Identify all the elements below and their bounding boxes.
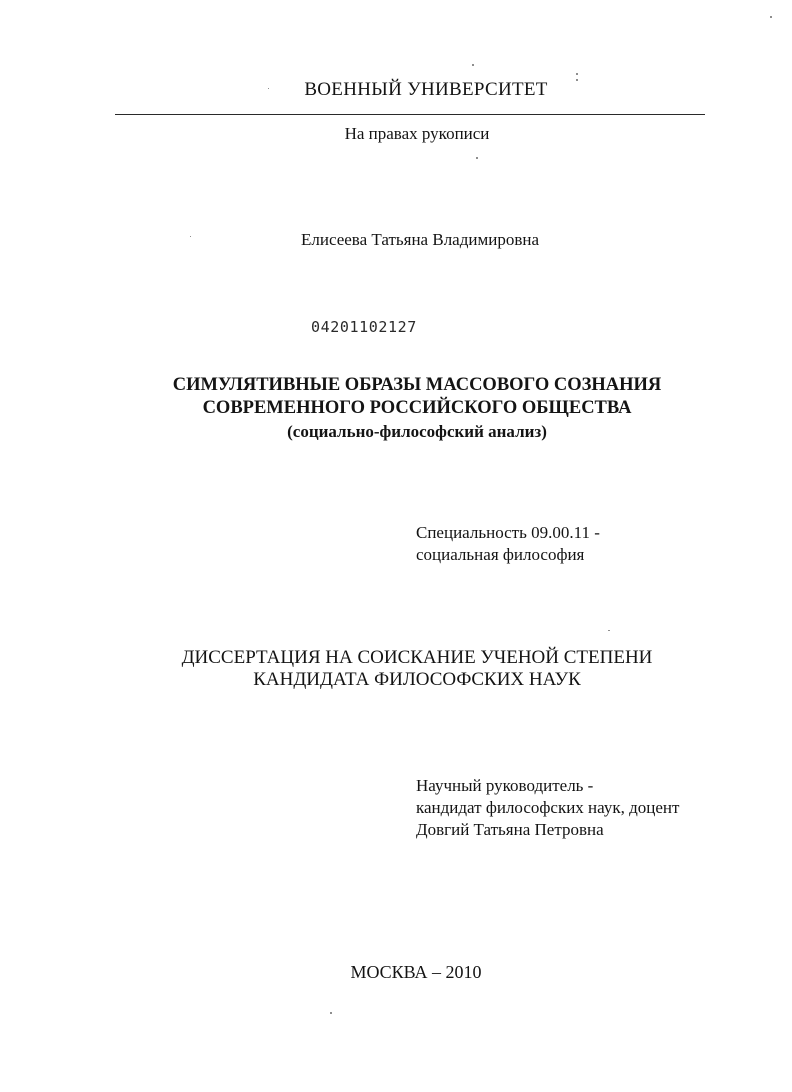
scan-speck (576, 79, 578, 81)
author-name: Елисеева Татьяна Владимировна (300, 230, 539, 249)
dissertation-title (100, 374, 734, 443)
title-line-1: СИМУЛЯТИВНЫЕ ОБРАЗЫ МАССОВОГО СОЗНАНИЯ (172, 375, 662, 395)
scan-speck (608, 630, 610, 631)
city-year: МОСКВА – 2010 (350, 962, 482, 982)
header-divider (115, 114, 705, 115)
scan-speck (268, 88, 269, 89)
scan-speck (476, 157, 478, 159)
supervisor-label: Научный руководитель - (416, 776, 594, 795)
degree-statement (120, 647, 714, 691)
registration-number: 04201102127 (311, 318, 417, 336)
supervisor-title: кандидат философских наук, доцент (416, 798, 680, 817)
degree-line-1: ДИССЕРТАЦИЯ НА СОИСКАНИЕ УЧЕНОЙ СТЕПЕНИ (181, 647, 653, 668)
title-line-2: СОВРЕМЕННОГО РОССИЙСКОГО ОБЩЕСТВА (202, 398, 632, 418)
specialty-code: Специальность 09.00.11 - (416, 523, 600, 542)
scan-speck (330, 1012, 332, 1014)
scan-speck (472, 64, 474, 66)
manuscript-note: На правах рукописи (344, 124, 490, 143)
degree-line-2: КАНДИДАТА ФИЛОСОФСКИХ НАУК (253, 669, 581, 690)
supervisor-name: Довгий Татьяна Петровна (416, 820, 604, 839)
title-subtitle: (социально-философский анализ) (287, 422, 547, 441)
scan-speck (770, 16, 772, 18)
supervisor-block (416, 775, 679, 841)
specialty-name: социальная философия (416, 545, 585, 564)
university-name: ВОЕННЫЙ УНИВЕРСИТЕТ (304, 79, 548, 100)
specialty-block (416, 522, 600, 566)
scan-speck (576, 73, 578, 75)
scan-speck (190, 236, 191, 237)
